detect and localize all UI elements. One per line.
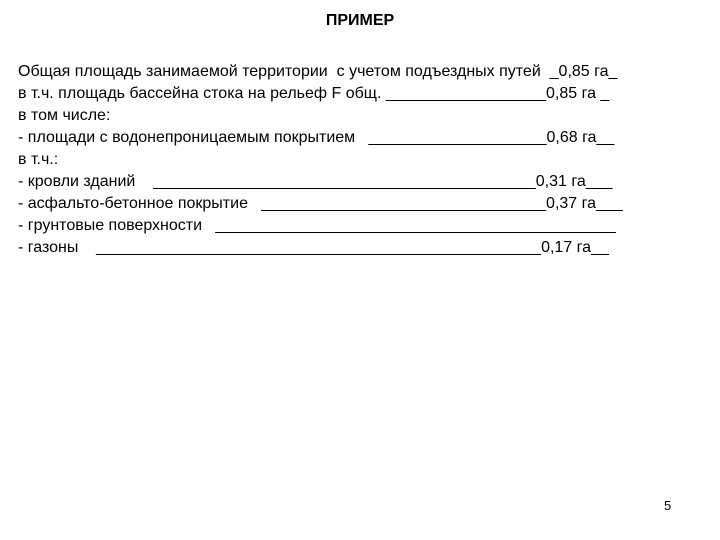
asphalt-concrete-area-line: - асфальто-бетонное покрытие ________________________________0,37 га___ bbox=[18, 195, 623, 212]
lawns-area-line: - газоны __________________________________________________0,17 га__ bbox=[18, 239, 609, 256]
area-breakdown-text bbox=[18, 61, 708, 259]
page-number: 5 bbox=[664, 498, 672, 513]
including-label-line: в том числе: bbox=[18, 107, 111, 124]
impervious-surface-area-line: - площади с водонепроницаемым покрытием ____________________0,68 га__ bbox=[18, 129, 615, 146]
total-territory-area-line: Общая площадь занимаемой территории с учетом подъездных путей _0,85 га_ bbox=[18, 63, 618, 80]
ground-surfaces-area-line: - грунтовые поверхности _____________________________________________ bbox=[18, 217, 616, 234]
runoff-basin-area-line: в т.ч. площадь бассейна стока на рельеф F общ. __________________0,85 га _ bbox=[18, 85, 610, 102]
including-short-label-line: в т.ч.: bbox=[18, 151, 59, 168]
building-roofs-area-line: - кровли зданий ___________________________________________0,31 га___ bbox=[18, 173, 613, 190]
slide-title: ПРИМЕР bbox=[325, 12, 395, 29]
